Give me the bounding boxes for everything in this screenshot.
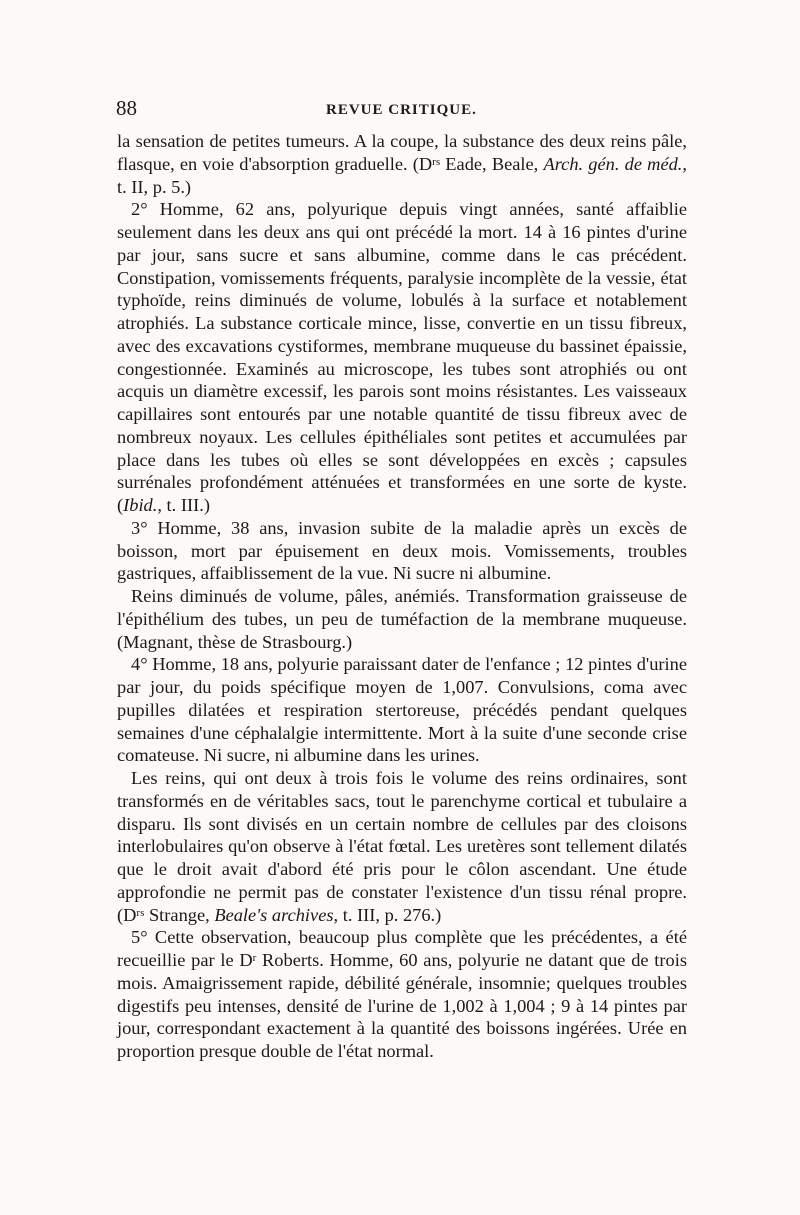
superscript: rs bbox=[136, 906, 145, 919]
text-run: 4° Homme, 18 ans, polyurie paraissant dater de l'enfance ; 12 pintes d'urine par jour, du poids spécifique moyen de 1,007. Convulsions, coma avec pupilles dilatées et respiration stertoreuse, précédés pendant quelques semaines d'une céphalalgie intermittente. Mort à la suite d'une seconde crise comateuse. Ni sucre, ni albumine dans les urines. bbox=[117, 654, 687, 766]
body-text bbox=[117, 130, 687, 1063]
paragraph-5 bbox=[117, 653, 687, 767]
text-run: , t. III.) bbox=[157, 495, 210, 515]
text-run: la sensation de petites tumeurs. A la coupe, la substance des deux reins pâle, flasque, en voie d'absorption graduelle. (D bbox=[117, 131, 687, 174]
superscript: rs bbox=[432, 155, 441, 168]
paragraph-6 bbox=[117, 767, 687, 926]
text-run: Roberts. Homme, 60 ans, polyurie ne datant que de trois mois. Amaigrissement rapide, débilité générale, insomnie; quelques troubles digestifs peu intenses, densité de l'urine de 1,002 à 1,004 ; 9 à 14 pintes par jour, correspondant exactement à la quantité des boissons ingérées. Urée en proportion presque double de l'état normal. bbox=[117, 950, 687, 1061]
text-run: , t. II, p. 5.) bbox=[117, 153, 688, 197]
text-run: Eade, Beale, bbox=[440, 153, 544, 174]
text-run: 5° Cette observation, beaucoup plus complète que les précédentes, a été recueillie par le D bbox=[117, 927, 687, 970]
paragraph-4 bbox=[117, 585, 687, 653]
bleed-through-text bbox=[230, 1132, 690, 1168]
superscript: r bbox=[252, 952, 257, 964]
text-run: Strange, bbox=[144, 904, 215, 925]
text-run: Reins diminués de volume, pâles, anémiés. Transformation graisseuse de l'épithélium des tubes, un peu de tuméfaction de la membrane muqueuse. (Magnant, thèse de Strasbourg.) bbox=[117, 586, 687, 652]
text-run: Les reins, qui ont deux à trois fois le volume des reins ordinaires, sont transformés en de véritables sacs, tout le parenchyme cortical et tubulaire a disparu. Ils sont divisés en un certain nombre de cellules par des cloisons interlobulaires qu'on observe à l'état fœtal. Les uretères sont tellement dilatés que le droit avait d'abord été pris pour le côlon ascendant. Une étude approfondie ne permit pas de constater l'existence d'un tissu rénal propre. (D bbox=[117, 768, 687, 925]
text-run: 2° Homme, 62 ans, polyurique depuis vingt années, santé affaiblie seulement dans les deux ans qui ont précédé la mort. 14 à 16 pintes d'urine par jour, sans sucre et sans albumine, comme dans le cas précédent. Constipation, vomissements fréquents, paralysie incomplète de la vessie, état typhoïde, reins diminués de volume, lobulés à la surface et notablement atrophiés. La substance corticale mince, lisse, convertie en un tissu fibreux, avec des excavations cystiformes, membrane muqueuse du bassinet épaissie, congestionnée. Examinés au microscope, les tubes sont atrophiés ou ont acquis un diamètre excessif, les parois sont moins résistantes. Les vaisseaux capillaires sont entourés par une notable quantité de tissu fibreux avec de nombreux noyaux. Les cellules épithéliales sont petites et accumulées par place dans les tubes où elles se sont développées en excès ; capsules surrénales profondément atténuées et transformées en une sorte de kyste. ( bbox=[117, 199, 687, 515]
italic-citation: Arch. gén. de méd. bbox=[543, 153, 683, 174]
paragraph-3 bbox=[117, 517, 687, 585]
italic-citation: Beale's archives bbox=[214, 904, 334, 925]
paragraph-2 bbox=[117, 198, 687, 517]
text-run: 3° Homme, 38 ans, invasion subite de la maladie après un excès de boisson, mort par épuisement en deux mois. Vomissements, troubles gastriques, affaiblissement de la vue. Ni sucre ni albumine. bbox=[117, 517, 687, 584]
text-run: , t. III, p. 276.) bbox=[333, 904, 442, 925]
italic-citation: Ibid. bbox=[123, 495, 158, 515]
paragraph-1 bbox=[117, 130, 687, 198]
paragraph-7 bbox=[117, 926, 687, 1063]
page-header bbox=[116, 96, 690, 124]
page-number: 88 bbox=[116, 96, 137, 120]
running-title: REVUE CRITIQUE. bbox=[326, 102, 477, 118]
